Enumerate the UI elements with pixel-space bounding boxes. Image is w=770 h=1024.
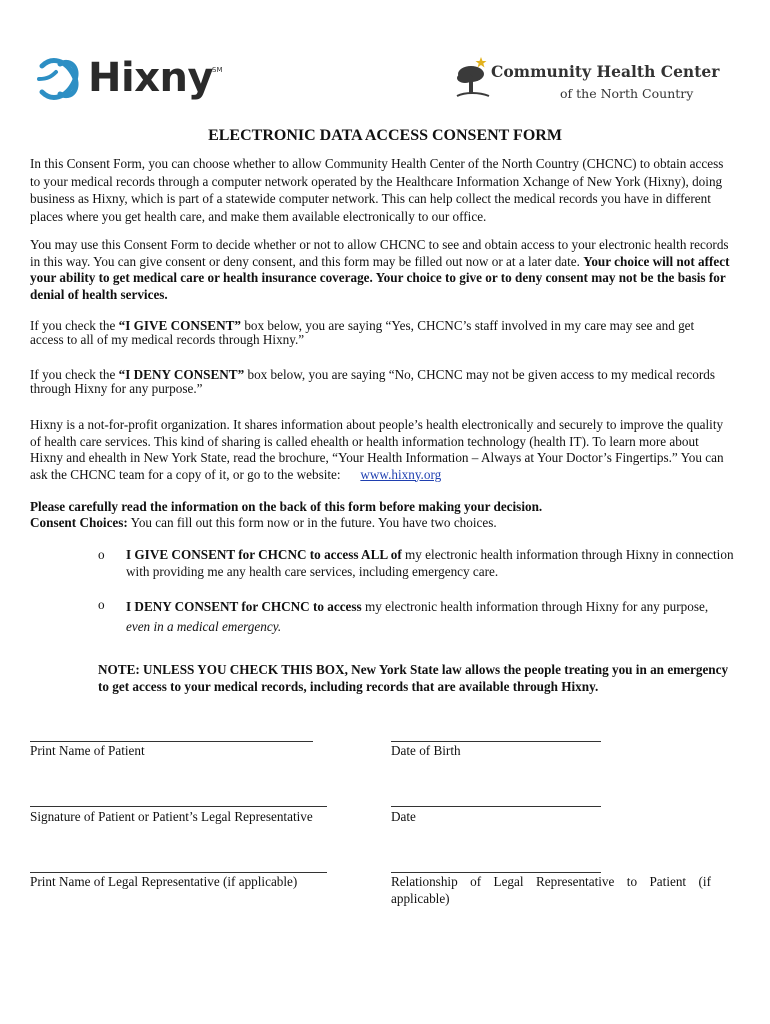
consent-choices-label: Consent Choices: (30, 515, 128, 530)
deny-paragraph-bold: “I DENY CONSENT” (118, 367, 245, 382)
intro-paragraph: In this Consent Form, you can choose whether to allow Community Health Center of the North Country (CHCNC) to obtain access to your medical records through a computer network operated by the Healthcare Information Xchange of New York (Hixny), doing business as Hixny, which is part of a statewide computer network. This can help collect the medical records you have in different places where you get health care, and make them available electronically to our office. (30, 156, 724, 224)
deny-paragraph (30, 368, 730, 396)
deny-consent-bold: I DENY CONSENT for CHCNC to access (126, 599, 362, 614)
read-back-notice: Please carefully read the information on the back of this form before making your decision. (30, 499, 543, 514)
use-paragraph-text: You may use this Consent Form to decide whether or not to allow CHCNC to see and obtain access to your electronic health records in this way. You can give consent or deny consent, and this form may be filled out now or at a later date. (30, 237, 729, 269)
give-paragraph-bold: “I GIVE CONSENT” (118, 318, 242, 333)
give-paragraph-post: box below, you are saying “Yes, CHCNC’s staff involved in my care may see and get access to all of my medical records through Hixny.” (30, 318, 695, 347)
relationship-label: Relationship of Legal Representative to Patient (if applicable) (391, 874, 711, 906)
signature-label: Signature of Patient or Patient’s Legal Representative (30, 809, 313, 824)
rep-name-label: Print Name of Legal Representative (if applicable) (30, 874, 298, 889)
chc-logo-line2: of the North Country (560, 86, 694, 101)
print-name-label: Print Name of Patient (30, 743, 145, 758)
deny-consent-text: my electronic health information through Hixny for any purpose, (361, 599, 709, 614)
give-consent-text: my electronic health information through Hixny in connection with providing me any health care services, including emergency care. (126, 547, 734, 579)
tree-icon (455, 56, 491, 100)
hixny-paragraph-text: Hixny is a not-for-profit organization. It shares information about people’s health electronically and securely to improve the quality of health care services. This kind of sharing is called ehealth or health information technology (health IT). To learn more about Hixny and ehealth in New York State, read the brochure, “Your Health Information – Always at Your Doctor’s Fingertips.” You can ask the CHCNC team for a copy of it, or go to the website: (30, 417, 724, 482)
emergency-note: NOTE: UNLESS YOU CHECK THIS BOX, New York State law allows the people treating you in an emergency to get access to your medical records, including records that are available through Hixny. (98, 662, 729, 694)
give-consent-bold: I GIVE CONSENT for CHCNC to access ALL of (126, 547, 402, 562)
give-consent-option (126, 547, 756, 580)
consent-choices-text: You can fill out this form now or in the future. You have two choices. (127, 515, 497, 530)
hixny-swoosh-icon (36, 54, 88, 104)
date-line[interactable] (391, 806, 601, 807)
chc-logo-line1: Community Health Center (491, 62, 720, 81)
give-paragraph (30, 319, 730, 347)
relationship-line[interactable] (391, 872, 601, 873)
consent-choices (30, 515, 730, 532)
page-title: ELECTRONIC DATA ACCESS CONSENT FORM (208, 127, 562, 144)
use-paragraph-bold: Your choice will not affect your ability to get medical care or health insurance coverage. Your choice to give or to deny consent may not be the basis for denial of health services. (30, 253, 730, 302)
dob-label: Date of Birth (391, 743, 461, 758)
service-mark: SM (212, 66, 223, 74)
deny-paragraph-pre: If you check the (30, 367, 119, 382)
chc-logo (455, 56, 720, 108)
signature-line[interactable] (30, 806, 327, 807)
hixny-website-link[interactable]: www.hixny.org (360, 466, 442, 482)
deny-paragraph-post: box below, you are saying “No, CHCNC may not be given access to my medical records through Hixny for any purpose.” (30, 367, 716, 396)
give-paragraph-pre: If you check the (30, 318, 119, 333)
give-consent-checkbox[interactable]: o (98, 547, 105, 562)
print-name-line[interactable] (30, 741, 313, 742)
dob-line[interactable] (391, 741, 601, 742)
deny-consent-option (126, 597, 756, 637)
hixny-paragraph (30, 417, 730, 483)
hixny-logo-text: Hixny (88, 55, 214, 101)
date-label: Date (391, 809, 416, 824)
rep-name-line[interactable] (30, 872, 327, 873)
deny-consent-checkbox[interactable]: o (98, 597, 105, 612)
deny-consent-italic: even in a medical emergency. (126, 619, 282, 634)
hixny-logo (36, 52, 226, 108)
use-paragraph (30, 237, 730, 303)
